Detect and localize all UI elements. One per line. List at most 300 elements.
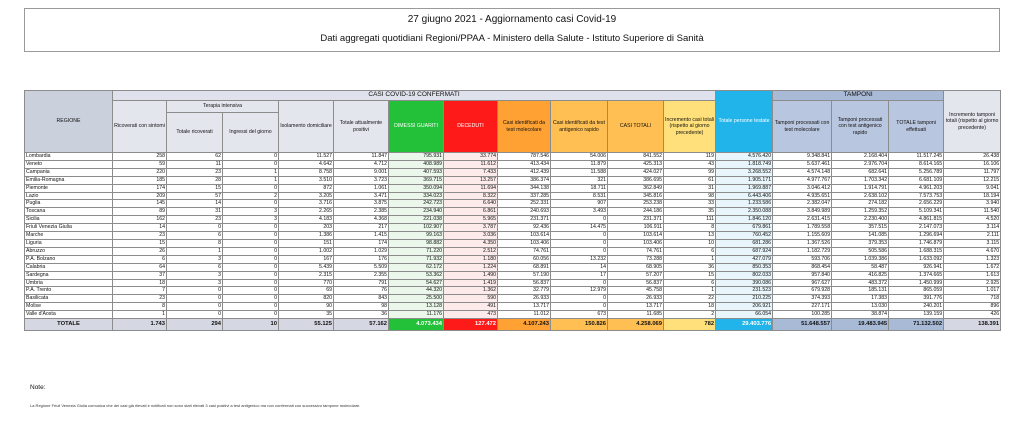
cell-region: Sardegna xyxy=(25,271,113,279)
cell-recovered: 54.627 xyxy=(389,279,444,287)
cell-antigen-tests: 2.976.704 xyxy=(832,160,889,168)
cell-region: Calabria xyxy=(25,263,113,271)
cell-hospitalized: 15 xyxy=(113,239,167,247)
cell-deaths: 6.861 xyxy=(444,208,498,216)
cell-people-tested: 206.921 xyxy=(716,303,773,311)
cell-hospitalized: 174 xyxy=(113,184,167,192)
cell-total-cases: 231.371 xyxy=(608,216,664,224)
cell-antigen-cases: 907 xyxy=(551,200,608,208)
table-row xyxy=(25,311,1001,319)
cell-deaths: 11.694 xyxy=(444,184,498,192)
totals-row xyxy=(25,319,1001,331)
cell-increment-cases: 13 xyxy=(664,232,716,240)
cell-recovered: 795.931 xyxy=(389,153,444,161)
cell-increment-tests: 2.925 xyxy=(944,279,1001,287)
cell-antigen-tests: 1.914.791 xyxy=(832,184,889,192)
table-row xyxy=(25,176,1001,184)
cell-icu-total: 57 xyxy=(167,192,223,200)
cell-hospitalized: 220 xyxy=(113,168,167,176)
cell-increment-cases: 1 xyxy=(664,287,716,295)
cell-home-isolation: 167 xyxy=(279,255,334,263)
cell-active-positive: 1.061 xyxy=(334,184,389,192)
cell-deaths: 5.965 xyxy=(444,216,498,224)
table-row xyxy=(25,303,1001,311)
cell-increment-cases: 6 xyxy=(664,247,716,255)
cell-increment-cases: 1 xyxy=(664,255,716,263)
cell-active-positive: 1.029 xyxy=(334,247,389,255)
cell-active-positive: 4.712 xyxy=(334,160,389,168)
cell-region: Molise xyxy=(25,303,113,311)
total-antigen-cases: 150.826 xyxy=(551,319,608,331)
cell-hospitalized: 162 xyxy=(113,216,167,224)
cell-deaths: 6.640 xyxy=(444,200,498,208)
cell-total-tests: 865.059 xyxy=(889,287,944,295)
cell-active-positive: 9.001 xyxy=(334,168,389,176)
cell-deaths: 2.512 xyxy=(444,247,498,255)
cell-home-isolation: 3.510 xyxy=(279,176,334,184)
cell-region: Valle d'Aosta xyxy=(25,311,113,319)
table-row xyxy=(25,160,1001,168)
cell-molecular-cases: 252.331 xyxy=(498,200,551,208)
cell-total-tests: 5.256.789 xyxy=(889,168,944,176)
cell-active-positive: 36 xyxy=(334,311,389,319)
cell-increment-tests: 11.797 xyxy=(944,168,1001,176)
cell-deaths: 1.180 xyxy=(444,255,498,263)
cell-increment-cases: 2 xyxy=(664,311,716,319)
cell-people-tested: 231.523 xyxy=(716,287,773,295)
cell-icu-total: 3 xyxy=(167,279,223,287)
cell-molecular-cases: 103.614 xyxy=(498,232,551,240)
cell-icu-total: 0 xyxy=(167,224,223,232)
cell-recovered: 11.176 xyxy=(389,311,444,319)
table-row xyxy=(25,287,1001,295)
cell-icu-new: 1 xyxy=(223,168,279,176)
cell-region: P.A. Bolzano xyxy=(25,255,113,263)
cell-people-tested: 3.268.552 xyxy=(716,168,773,176)
cell-increment-tests: 18.194 xyxy=(944,192,1001,200)
cell-deaths: 1.490 xyxy=(444,271,498,279)
cell-increment-tests: 12.215 xyxy=(944,176,1001,184)
cell-molecular-tests: 679.928 xyxy=(773,287,832,295)
cell-home-isolation: 4.642 xyxy=(279,160,334,168)
header-hospitalized: Ricoverati con sintomi xyxy=(113,101,167,153)
cell-increment-tests: 9.041 xyxy=(944,184,1001,192)
cell-icu-total: 8 xyxy=(167,239,223,247)
header-region: REGIONE xyxy=(25,91,113,153)
cell-recovered: 98.882 xyxy=(389,239,444,247)
cell-antigen-cases: 11.588 xyxy=(551,168,608,176)
cell-molecular-tests: 1.367.526 xyxy=(773,239,832,247)
cell-total-cases: 106.911 xyxy=(608,224,664,232)
cell-people-tested: 802.033 xyxy=(716,271,773,279)
cell-increment-cases: 6 xyxy=(664,279,716,287)
cell-people-tested: 760.452 xyxy=(716,232,773,240)
cell-increment-cases: 22 xyxy=(664,295,716,303)
cell-active-positive: 76 xyxy=(334,287,389,295)
cell-active-positive: 176 xyxy=(334,255,389,263)
cell-home-isolation: 203 xyxy=(279,224,334,232)
cell-icu-new: 0 xyxy=(223,247,279,255)
cell-increment-tests: 11.540 xyxy=(944,208,1001,216)
cell-total-tests: 6.681.109 xyxy=(889,176,944,184)
total-increment-cases: 782 xyxy=(664,319,716,331)
cell-total-tests: 4.861.815 xyxy=(889,216,944,224)
cell-home-isolation: 2.315 xyxy=(279,271,334,279)
cell-antigen-cases: 0 xyxy=(551,303,608,311)
cell-hospitalized: 89 xyxy=(113,208,167,216)
total-hospitalized: 1.743 xyxy=(113,319,167,331)
regional-covid-table xyxy=(24,90,1001,331)
cell-icu-total: 23 xyxy=(167,216,223,224)
cell-molecular-cases: 231.371 xyxy=(498,216,551,224)
cell-people-tested: 210.225 xyxy=(716,295,773,303)
cell-antigen-cases: 0 xyxy=(551,279,608,287)
cell-total-cases: 26.933 xyxy=(608,295,664,303)
cell-increment-cases: 98 xyxy=(664,192,716,200)
cell-antigen-cases: 12.979 xyxy=(551,287,608,295)
header-increment-cases: Incremento casi totali (rispetto al giorno precedente) xyxy=(664,101,716,153)
header-antigen-tests: Tamponi processati con test antigenico rapido xyxy=(832,101,889,153)
header-icu-new: Ingressi del giorno xyxy=(223,113,279,153)
cell-total-tests: 1.450.999 xyxy=(889,279,944,287)
cell-hospitalized: 1 xyxy=(113,311,167,319)
cell-hospitalized: 23 xyxy=(113,295,167,303)
cell-molecular-tests: 9.348.841 xyxy=(773,153,832,161)
table-row xyxy=(25,255,1001,263)
cell-icu-new: 0 xyxy=(223,200,279,208)
cell-home-isolation: 69 xyxy=(279,287,334,295)
total-total-cases: 4.258.069 xyxy=(608,319,664,331)
cell-antigen-tests: 357.515 xyxy=(832,224,889,232)
cell-deaths: 3.787 xyxy=(444,224,498,232)
table-row xyxy=(25,271,1001,279)
cell-total-cases: 345.816 xyxy=(608,192,664,200)
cell-molecular-tests: 593.706 xyxy=(773,255,832,263)
cell-icu-new: 0 xyxy=(223,184,279,192)
cell-icu-new: 3 xyxy=(223,216,279,224)
cell-icu-total: 15 xyxy=(167,184,223,192)
cell-total-tests: 1.374.665 xyxy=(889,271,944,279)
cell-increment-cases: 99 xyxy=(664,168,716,176)
cell-region: Marche xyxy=(25,232,113,240)
cell-active-positive: 217 xyxy=(334,224,389,232)
cell-total-tests: 240.201 xyxy=(889,303,944,311)
cell-increment-tests: 1.017 xyxy=(944,287,1001,295)
cell-total-tests: 1.746.879 xyxy=(889,239,944,247)
cell-total-cases: 362.849 xyxy=(608,184,664,192)
total-active-positive: 57.162 xyxy=(334,319,389,331)
header-increment-tests: Incremento tamponi totali (rispetto al giorno precedente) xyxy=(944,91,1001,153)
total-icu-total: 294 xyxy=(167,319,223,331)
cell-increment-cases: 8 xyxy=(664,224,716,232)
cell-hospitalized: 26 xyxy=(113,247,167,255)
cell-hospitalized: 23 xyxy=(113,232,167,240)
cell-people-tested: 1.969.887 xyxy=(716,184,773,192)
cell-increment-tests: 426 xyxy=(944,311,1001,319)
cell-increment-cases: 36 xyxy=(664,263,716,271)
cell-antigen-tests: 13.030 xyxy=(832,303,889,311)
cell-increment-tests: 718 xyxy=(944,295,1001,303)
cell-increment-cases: 119 xyxy=(664,153,716,161)
cell-molecular-cases: 26.933 xyxy=(498,295,551,303)
header-molecular-cases: Casi identificati da test molecolare xyxy=(498,101,551,153)
cell-home-isolation: 2.265 xyxy=(279,208,334,216)
cell-total-cases: 841.552 xyxy=(608,153,664,161)
cell-region: Lombardia xyxy=(25,153,113,161)
cell-active-positive: 3.723 xyxy=(334,176,389,184)
cell-deaths: 4.350 xyxy=(444,239,498,247)
cell-antigen-tests: 2.168.404 xyxy=(832,153,889,161)
cell-increment-tests: 3.114 xyxy=(944,224,1001,232)
cell-total-tests: 4.961.203 xyxy=(889,184,944,192)
cell-molecular-tests: 1.155.609 xyxy=(773,232,832,240)
cell-increment-cases: 15 xyxy=(664,271,716,279)
header-total-tests: TOTALE tamponi effettuati xyxy=(889,101,944,153)
cell-icu-total: 3 xyxy=(167,255,223,263)
cell-hospitalized: 37 xyxy=(113,271,167,279)
cell-home-isolation: 11.527 xyxy=(279,153,334,161)
cell-recovered: 221.038 xyxy=(389,216,444,224)
cell-antigen-cases: 0 xyxy=(551,216,608,224)
cell-region: Umbria xyxy=(25,279,113,287)
cell-region: Campania xyxy=(25,168,113,176)
cell-antigen-cases: 14.475 xyxy=(551,224,608,232)
cell-recovered: 407.593 xyxy=(389,168,444,176)
table-row xyxy=(25,216,1001,224)
cell-home-isolation: 872 xyxy=(279,184,334,192)
cell-molecular-tests: 3.849.989 xyxy=(773,208,832,216)
cell-molecular-tests: 1.789.558 xyxy=(773,224,832,232)
cell-antigen-tests: 1.259.352 xyxy=(832,208,889,216)
report-header xyxy=(24,8,1000,52)
cell-total-cases: 386.695 xyxy=(608,176,664,184)
cell-active-positive: 98 xyxy=(334,303,389,311)
cell-total-cases: 73.288 xyxy=(608,255,664,263)
cell-total-tests: 1.633.092 xyxy=(889,255,944,263)
cell-molecular-cases: 412.439 xyxy=(498,168,551,176)
table-row xyxy=(25,153,1001,161)
cell-antigen-tests: 2.638.102 xyxy=(832,192,889,200)
cell-region: Friuli Venezia Giulia xyxy=(25,224,113,232)
cell-increment-cases: 43 xyxy=(664,160,716,168)
cell-hospitalized: 185 xyxy=(113,176,167,184)
header-group-tests: TAMPONI xyxy=(773,91,944,101)
cell-deaths: 13.257 xyxy=(444,176,498,184)
cell-hospitalized: 64 xyxy=(113,263,167,271)
header-people-tested: Totale persone testate xyxy=(716,91,773,153)
cell-molecular-cases: 103.406 xyxy=(498,239,551,247)
cell-antigen-cases: 8.531 xyxy=(551,192,608,200)
cell-molecular-tests: 3.046.412 xyxy=(773,184,832,192)
cell-deaths: 1.419 xyxy=(444,279,498,287)
cell-total-tests: 2.147.073 xyxy=(889,224,944,232)
cell-home-isolation: 35 xyxy=(279,311,334,319)
cell-people-tested: 850.353 xyxy=(716,263,773,271)
cell-hospitalized: 209 xyxy=(113,192,167,200)
cell-molecular-tests: 1.182.729 xyxy=(773,247,832,255)
cell-region: Toscana xyxy=(25,208,113,216)
cell-antigen-cases: 0 xyxy=(551,247,608,255)
cell-icu-new: 0 xyxy=(223,160,279,168)
cell-total-cases: 68.905 xyxy=(608,263,664,271)
header-deaths: DECEDUTI xyxy=(444,101,498,153)
cell-icu-new: 0 xyxy=(223,303,279,311)
cell-people-tested: 681.286 xyxy=(716,239,773,247)
header-icu-total: Totale ricoverati xyxy=(167,113,223,153)
cell-people-tested: 1.846.120 xyxy=(716,216,773,224)
cell-molecular-tests: 5.637.461 xyxy=(773,160,832,168)
cell-icu-new: 3 xyxy=(223,208,279,216)
cell-molecular-tests: 868.454 xyxy=(773,263,832,271)
cell-antigen-tests: 379.353 xyxy=(832,239,889,247)
total-recovered: 4.073.434 xyxy=(389,319,444,331)
cell-hospitalized: 59 xyxy=(113,160,167,168)
cell-region: Basilicata xyxy=(25,295,113,303)
cell-antigen-cases: 0 xyxy=(551,232,608,240)
cell-antigen-cases: 14 xyxy=(551,263,608,271)
cell-total-tests: 926.941 xyxy=(889,263,944,271)
cell-increment-cases: 111 xyxy=(664,216,716,224)
cell-icu-total: 6 xyxy=(167,232,223,240)
header-total-cases: CASI TOTALI xyxy=(608,101,664,153)
cell-molecular-tests: 4.977.767 xyxy=(773,176,832,184)
cell-antigen-cases: 3.493 xyxy=(551,208,608,216)
cell-recovered: 25.500 xyxy=(389,295,444,303)
cell-icu-new: 0 xyxy=(223,153,279,161)
cell-recovered: 242.723 xyxy=(389,200,444,208)
cell-people-tested: 1.233.586 xyxy=(716,200,773,208)
cell-deaths: 590 xyxy=(444,295,498,303)
cell-antigen-cases: 13.232 xyxy=(551,255,608,263)
cell-home-isolation: 90 xyxy=(279,303,334,311)
cell-icu-total: 6 xyxy=(167,263,223,271)
cell-region: P.A. Trento xyxy=(25,287,113,295)
cell-home-isolation: 3.205 xyxy=(279,192,334,200)
cell-recovered: 234.940 xyxy=(389,208,444,216)
cell-region: Emilia-Romagna xyxy=(25,176,113,184)
cell-icu-new: 0 xyxy=(223,263,279,271)
cell-molecular-cases: 92.436 xyxy=(498,224,551,232)
cell-total-cases: 425.313 xyxy=(608,160,664,168)
cell-total-cases: 57.207 xyxy=(608,271,664,279)
cell-increment-tests: 1.613 xyxy=(944,271,1001,279)
cell-deaths: 33.774 xyxy=(444,153,498,161)
cell-icu-new: 0 xyxy=(223,224,279,232)
cell-hospitalized: 8 xyxy=(113,303,167,311)
cell-antigen-tests: 682.641 xyxy=(832,168,889,176)
cell-increment-tests: 3.115 xyxy=(944,239,1001,247)
cell-active-positive: 3.471 xyxy=(334,192,389,200)
cell-molecular-tests: 2.631.415 xyxy=(773,216,832,224)
cell-increment-cases: 18 xyxy=(664,303,716,311)
cell-region: Veneto xyxy=(25,160,113,168)
cell-icu-new: 2 xyxy=(223,192,279,200)
report-source-subtitle: Dati aggregati quotidiani Regioni/PPAA - Ministero della Salute - Istituto Superiore di Sanità xyxy=(320,33,704,44)
table-row xyxy=(25,247,1001,255)
table-row xyxy=(25,239,1001,247)
table-row xyxy=(25,224,1001,232)
cell-antigen-tests: 38.874 xyxy=(832,311,889,319)
cell-total-cases: 45.758 xyxy=(608,287,664,295)
cell-molecular-tests: 2.382.047 xyxy=(773,200,832,208)
cell-molecular-tests: 967.627 xyxy=(773,279,832,287)
cell-hospitalized: 6 xyxy=(113,255,167,263)
cell-molecular-tests: 100.285 xyxy=(773,311,832,319)
cell-people-tested: 1.905.171 xyxy=(716,176,773,184)
cell-molecular-cases: 240.693 xyxy=(498,208,551,216)
cell-recovered: 102.907 xyxy=(389,224,444,232)
cell-region: Liguria xyxy=(25,239,113,247)
total-molecular-cases: 4.107.243 xyxy=(498,319,551,331)
cell-icu-total: 0 xyxy=(167,311,223,319)
cell-home-isolation: 4.183 xyxy=(279,216,334,224)
cell-antigen-cases: 11.879 xyxy=(551,160,608,168)
cell-home-isolation: 151 xyxy=(279,239,334,247)
cell-increment-tests: 4.520 xyxy=(944,216,1001,224)
cell-antigen-cases: 673 xyxy=(551,311,608,319)
cell-icu-total: 0 xyxy=(167,295,223,303)
cell-recovered: 53.362 xyxy=(389,271,444,279)
cell-deaths: 8.322 xyxy=(444,192,498,200)
cell-active-positive: 11.847 xyxy=(334,153,389,161)
cell-deaths: 1.224 xyxy=(444,263,498,271)
total-deaths: 127.472 xyxy=(444,319,498,331)
cell-increment-cases: 10 xyxy=(664,239,716,247)
cell-home-isolation: 770 xyxy=(279,279,334,287)
cell-deaths: 491 xyxy=(444,303,498,311)
cell-recovered: 408.989 xyxy=(389,160,444,168)
cell-molecular-cases: 56.837 xyxy=(498,279,551,287)
cell-deaths: 1.362 xyxy=(444,287,498,295)
cell-icu-total: 14 xyxy=(167,200,223,208)
cell-icu-total: 31 xyxy=(167,208,223,216)
cell-molecular-cases: 344.138 xyxy=(498,184,551,192)
cell-molecular-tests: 227.171 xyxy=(773,303,832,311)
cell-deaths: 3.036 xyxy=(444,232,498,240)
table-row xyxy=(25,279,1001,287)
cell-region: Piemonte xyxy=(25,184,113,192)
cell-people-tested: 66.054 xyxy=(716,311,773,319)
table-row xyxy=(25,192,1001,200)
cell-active-positive: 5.509 xyxy=(334,263,389,271)
cell-increment-cases: 61 xyxy=(664,176,716,184)
cell-icu-total: 0 xyxy=(167,303,223,311)
cell-antigen-tests: 17.383 xyxy=(832,295,889,303)
cell-region: Abruzzo xyxy=(25,247,113,255)
cell-antigen-tests: 58.487 xyxy=(832,263,889,271)
header-molecular-tests: Tamponi processati con test molecolare xyxy=(773,101,832,153)
total-region: TOTALE xyxy=(25,319,113,331)
cell-antigen-tests: 1.039.386 xyxy=(832,255,889,263)
cell-hospitalized: 14 xyxy=(113,224,167,232)
header-group-icu: Terapia intensiva xyxy=(167,101,279,113)
cell-increment-tests: 26.438 xyxy=(944,153,1001,161)
cell-increment-cases: 33 xyxy=(664,200,716,208)
note-text: La Regione Friuli Venezia Giulia comunica che dei casi già rilevati e notificati non sono stati rilevati 3 casi positivi a test antigenico ma non confermati con successivo tampone molecolare. xyxy=(30,403,361,408)
cell-total-tests: 7.573.753 xyxy=(889,192,944,200)
cell-molecular-tests: 4.574.148 xyxy=(773,168,832,176)
cell-region: Puglia xyxy=(25,200,113,208)
cell-increment-tests: 1.323 xyxy=(944,255,1001,263)
cell-antigen-cases: 54.006 xyxy=(551,153,608,161)
cell-molecular-cases: 13.717 xyxy=(498,303,551,311)
cell-molecular-cases: 74.761 xyxy=(498,247,551,255)
cell-antigen-tests: 483.372 xyxy=(832,279,889,287)
cell-molecular-cases: 57.190 xyxy=(498,271,551,279)
cell-icu-new: 0 xyxy=(223,271,279,279)
cell-increment-tests: 2.111 xyxy=(944,232,1001,240)
cell-antigen-tests: 1.703.342 xyxy=(832,176,889,184)
